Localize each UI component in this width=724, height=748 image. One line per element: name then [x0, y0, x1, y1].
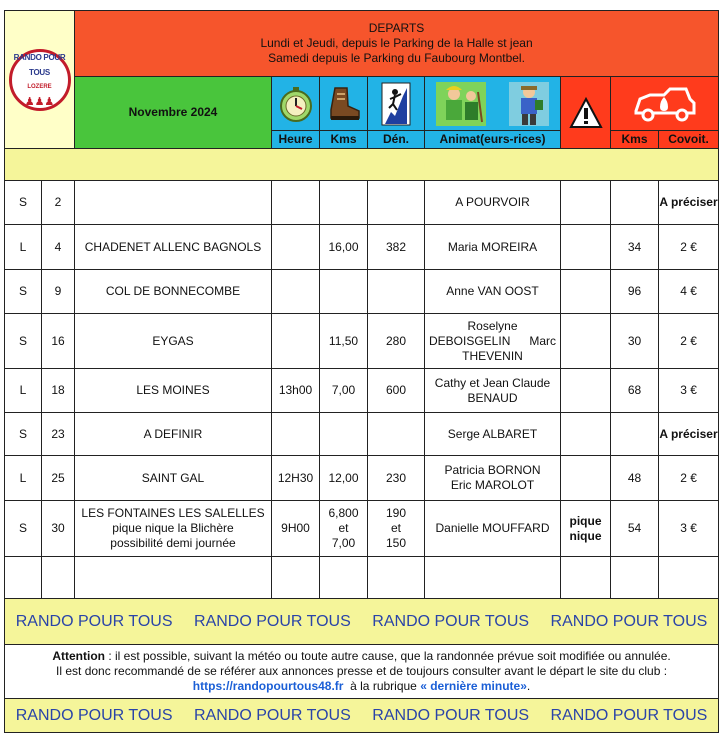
- row-date: 16: [42, 314, 75, 369]
- schedule-table: [4, 10, 719, 733]
- row-covoit: 4 €: [659, 270, 719, 314]
- rando-label: RANDO POUR TOUS: [372, 707, 530, 724]
- row-heure: [272, 270, 320, 314]
- row-covoit: 2 €: [659, 225, 719, 270]
- attention-text: : il est possible, suivant la météo ou toute autre cause, que la randonnée prévue soit modifiée ou annulée.: [105, 649, 671, 663]
- row-heure: 13h00: [272, 369, 320, 413]
- animat-icon-cell: [425, 77, 561, 131]
- row-heure: 9H00: [272, 501, 320, 557]
- empty-cell: [611, 557, 659, 599]
- departs-banner: [75, 11, 719, 77]
- row-note: [561, 181, 611, 225]
- ranger-icon: [509, 82, 549, 126]
- row-note: [561, 314, 611, 369]
- col-den: Dén.: [368, 131, 425, 149]
- club-logo: [9, 49, 71, 111]
- row-den: [368, 270, 425, 314]
- row-covoit: 3 €: [659, 369, 719, 413]
- row-den: [368, 181, 425, 225]
- row-kms2: 48: [611, 456, 659, 501]
- rando-band-bottom: [5, 699, 719, 733]
- row-covoit: 3 €: [659, 501, 719, 557]
- rando-label: RANDO POUR TOUS: [372, 613, 530, 630]
- warning-cell: [561, 77, 611, 149]
- row-day: S: [5, 270, 42, 314]
- rando-label: RANDO POUR TOUS: [15, 613, 173, 630]
- empty-cell: [75, 557, 272, 599]
- row-kms: 11,50: [320, 314, 368, 369]
- animateur-line: [425, 334, 560, 349]
- row-note: [561, 270, 611, 314]
- guides-icon: [436, 82, 486, 126]
- club-site-link[interactable]: https://randopourtous48.fr: [192, 679, 344, 693]
- table-row: [5, 314, 719, 369]
- row-kms: [320, 413, 368, 456]
- row-kms2: [611, 181, 659, 225]
- row-lieu: EYGAS: [75, 314, 272, 369]
- empty-cell: [320, 557, 368, 599]
- row-kms2: 68: [611, 369, 659, 413]
- kms-line: 6,800: [328, 506, 359, 520]
- rando-label: RANDO POUR TOUS: [550, 613, 708, 630]
- row-day: S: [5, 501, 42, 557]
- row-kms: 16,00: [320, 225, 368, 270]
- row-date: 23: [42, 413, 75, 456]
- line3-end: .: [526, 679, 531, 693]
- row-animateur: [425, 314, 561, 369]
- hiking-boot-icon: [325, 84, 363, 124]
- row-heure: [272, 181, 320, 225]
- row-day: L: [5, 225, 42, 270]
- animateur-name: Marc: [529, 333, 556, 348]
- row-day: S: [5, 314, 42, 369]
- row-date: 4: [42, 225, 75, 270]
- row-kms: [320, 501, 368, 557]
- den-line: 190: [385, 506, 407, 520]
- empty-cell: [272, 557, 320, 599]
- animateur-line: THEVENIN: [462, 348, 523, 363]
- heure-icon-cell: [272, 77, 320, 131]
- row-note: [561, 369, 611, 413]
- rando-band-top: [5, 599, 719, 645]
- row-animateur: Danielle MOUFFARD: [425, 501, 561, 557]
- col-animat: Animat(eurs-rices): [425, 131, 561, 149]
- attention-line3: [5, 679, 718, 694]
- logo-cell: [5, 11, 75, 149]
- kms-line: 7,00: [331, 536, 356, 550]
- row-covoit: 2 €: [659, 314, 719, 369]
- empty-cell: [659, 557, 719, 599]
- lieu-line: LES FONTAINES LES SALELLES: [81, 506, 265, 520]
- logo-subtext: LOZERE: [27, 83, 52, 90]
- empty-cell: [42, 557, 75, 599]
- note-line: nique: [569, 528, 602, 543]
- row-day: S: [5, 413, 42, 456]
- row-kms: [320, 270, 368, 314]
- row-date: 25: [42, 456, 75, 501]
- animateur-line: BENAUD: [467, 390, 518, 405]
- empty-cell: [5, 557, 42, 599]
- row-lieu: LES MOINES: [75, 369, 272, 413]
- row-note: [561, 413, 611, 456]
- row-day: L: [5, 456, 42, 501]
- row-note: [561, 501, 611, 557]
- row-date: 30: [42, 501, 75, 557]
- table-row: [5, 456, 719, 501]
- note-line: pique: [569, 513, 602, 528]
- animateur-line: Roselyne: [467, 318, 518, 333]
- row-kms2: 54: [611, 501, 659, 557]
- row-date: 9: [42, 270, 75, 314]
- attention-note: [5, 645, 719, 699]
- departs-title: DEPARTS: [368, 21, 425, 35]
- row-covoit: 2 €: [659, 456, 719, 501]
- animateur-line: Eric MAROLOT: [450, 478, 535, 492]
- row-lieu: CHADENET ALLENC BAGNOLS: [75, 225, 272, 270]
- hikers-icon: ♟♟♟: [24, 95, 55, 108]
- rubrique-text: à la rubrique: [343, 679, 421, 693]
- covoit-icon-cell: [611, 77, 719, 131]
- car-icon: [630, 81, 700, 127]
- row-heure: [272, 314, 320, 369]
- attention-line: [5, 649, 718, 664]
- row-animateur: Maria MOREIRA: [425, 225, 561, 270]
- table-row: [5, 413, 719, 456]
- attention-line2: Il est donc recommandé de se référer aux annonces presse et de toujours consulter avant le départ le site du club :: [56, 664, 668, 678]
- departs-line2: Samedi depuis le Parking du Faubourg Montbel.: [268, 51, 525, 65]
- animateur-line: Cathy et Jean Claude: [434, 375, 551, 390]
- table-row: [5, 270, 719, 314]
- attention-label: Attention: [52, 649, 105, 663]
- row-day: S: [5, 181, 42, 225]
- den-line: 150: [385, 536, 407, 550]
- clock-compass-icon: [276, 84, 316, 124]
- row-den: [368, 413, 425, 456]
- empty-cell: [561, 557, 611, 599]
- row-kms2: [611, 413, 659, 456]
- row-heure: [272, 413, 320, 456]
- row-lieu: SAINT GAL: [75, 456, 272, 501]
- table-row: [5, 369, 719, 413]
- row-animateur: [425, 369, 561, 413]
- table-row-empty: [5, 557, 719, 599]
- row-den: 382: [368, 225, 425, 270]
- row-lieu: A DEFINIR: [75, 413, 272, 456]
- col-covoit: Covoit.: [659, 131, 719, 149]
- animateur-name: DEBOISGELIN: [429, 333, 511, 348]
- row-heure: [272, 225, 320, 270]
- row-date: 2: [42, 181, 75, 225]
- rando-label: RANDO POUR TOUS: [194, 707, 351, 724]
- row-note: [561, 456, 611, 501]
- col-heure: Heure: [272, 131, 320, 149]
- rando-label: RANDO POUR TOUS: [550, 707, 708, 724]
- lieu-line: possibilité demi journée: [110, 536, 236, 550]
- table-row: [5, 225, 719, 270]
- climber-icon: [381, 82, 411, 126]
- kms-icon-cell: [320, 77, 368, 131]
- row-lieu: [75, 181, 272, 225]
- empty-cell: [368, 557, 425, 599]
- rando-label: RANDO POUR TOUS: [194, 613, 351, 630]
- col-kms: Kms: [320, 131, 368, 149]
- row-den: [368, 501, 425, 557]
- rando-label: RANDO POUR TOUS: [15, 707, 173, 724]
- schedule-page: [4, 10, 718, 740]
- row-animateur: A POURVOIR: [425, 181, 561, 225]
- row-covoit: A préciser: [659, 181, 719, 225]
- row-kms: 7,00: [320, 369, 368, 413]
- spacer-band: [5, 149, 719, 181]
- warning-icon: [569, 97, 603, 129]
- month-title: Novembre 2024: [75, 77, 272, 149]
- den-icon-cell: [368, 77, 425, 131]
- kms-line: et: [338, 521, 349, 535]
- lieu-line: pique nique la Blichère: [112, 521, 234, 535]
- row-animateur: [425, 456, 561, 501]
- empty-cell: [425, 557, 561, 599]
- animateur-line: Patricia BORNON: [444, 463, 541, 477]
- row-den: 600: [368, 369, 425, 413]
- row-kms: 12,00: [320, 456, 368, 501]
- logo-text: RANDO POUR TOUS: [13, 52, 66, 77]
- row-lieu: COL DE BONNECOMBE: [75, 270, 272, 314]
- row-kms2: 30: [611, 314, 659, 369]
- row-heure: 12H30: [272, 456, 320, 501]
- row-den: 230: [368, 456, 425, 501]
- row-kms2: 34: [611, 225, 659, 270]
- row-covoit: A préciser: [659, 413, 719, 456]
- table-row: [5, 501, 719, 557]
- row-den: 280: [368, 314, 425, 369]
- row-animateur: Anne VAN OOST: [425, 270, 561, 314]
- row-day: L: [5, 369, 42, 413]
- derniere-minute-label: « dernière minute»: [420, 679, 527, 693]
- row-note: [561, 225, 611, 270]
- row-animateur: Serge ALBARET: [425, 413, 561, 456]
- row-lieu: [75, 501, 272, 557]
- departs-line1: Lundi et Jeudi, depuis le Parking de la Halle st jean: [260, 36, 533, 50]
- row-kms: [320, 181, 368, 225]
- table-row: [5, 181, 719, 225]
- row-kms2: 96: [611, 270, 659, 314]
- row-date: 18: [42, 369, 75, 413]
- den-line: et: [390, 521, 401, 535]
- col-kms2: Kms: [611, 131, 659, 149]
